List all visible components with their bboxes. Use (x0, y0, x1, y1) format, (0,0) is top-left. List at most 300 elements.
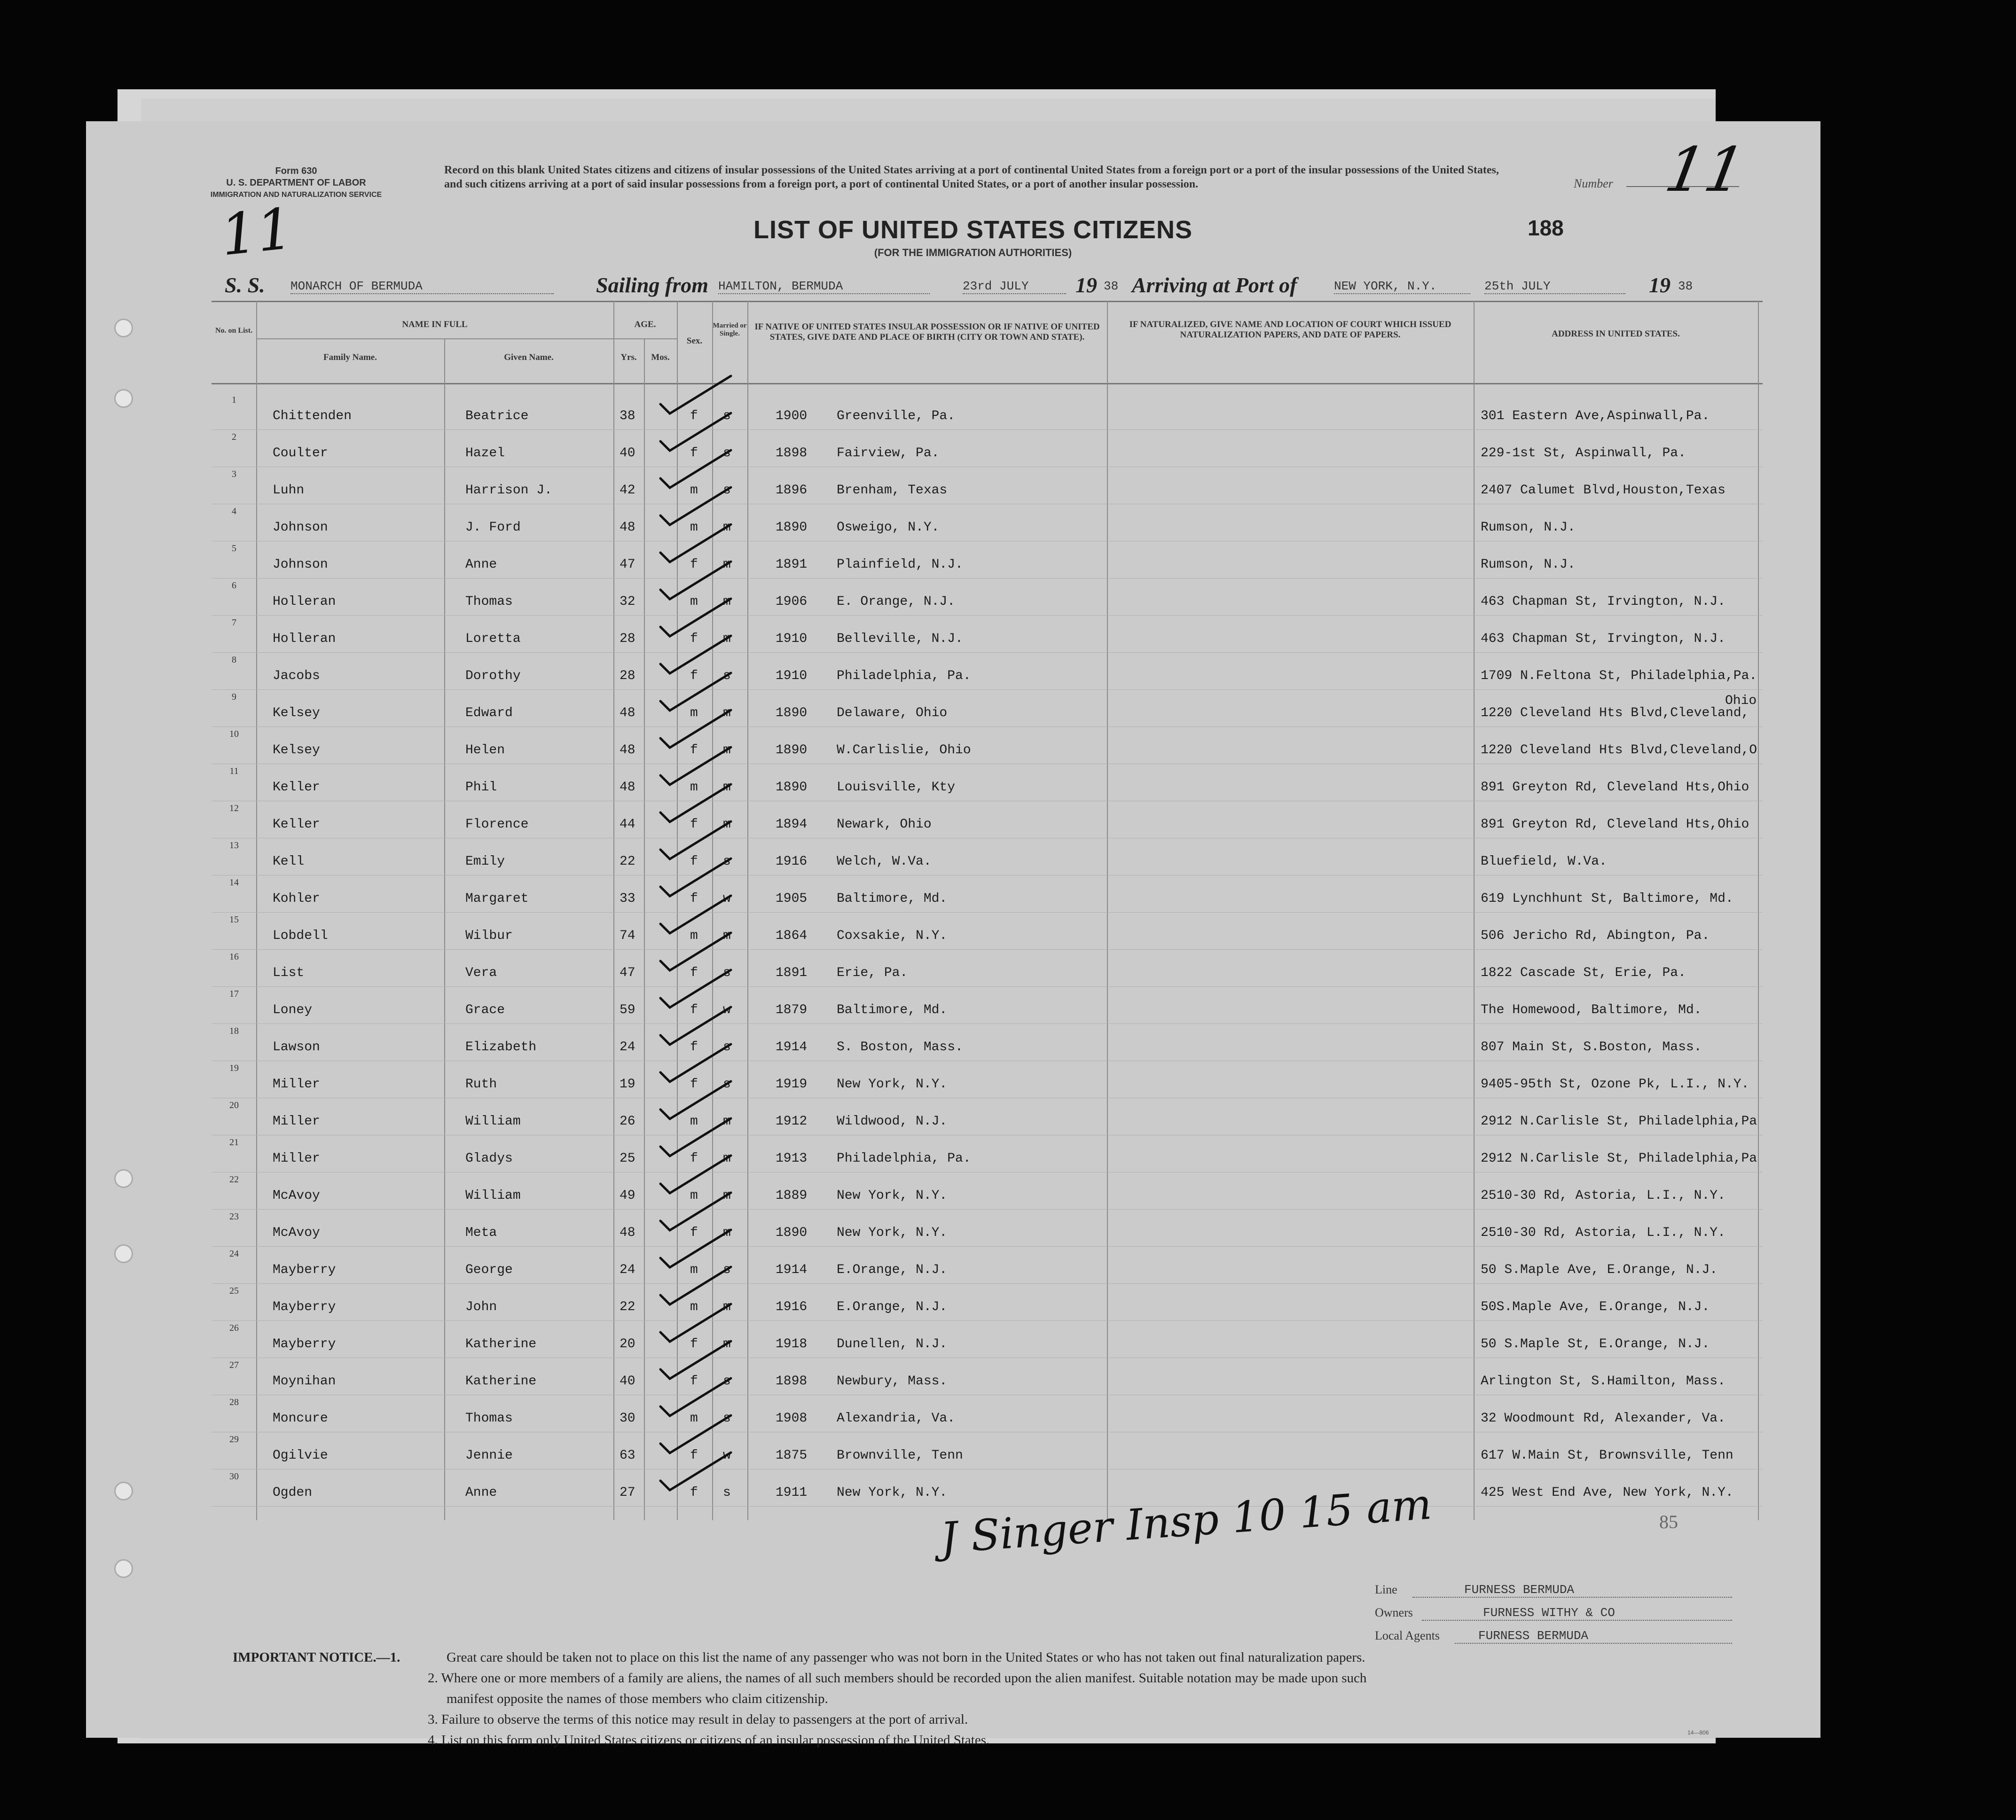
department-name: U. S. DEPARTMENT OF LABOR (226, 178, 366, 188)
form-number: Form 630 (275, 166, 317, 176)
cell-address: 50 S.Maple Ave, E.Orange, N.J. (1481, 1263, 1718, 1277)
cell-sex: f (690, 1077, 698, 1092)
cell-no: 30 (229, 1471, 239, 1482)
cell-given: Ruth (465, 1077, 497, 1092)
row-rule (212, 1246, 1763, 1247)
cell-year: 1911 (776, 1485, 808, 1500)
cell-family: Mayberry (273, 1300, 336, 1314)
cell-given: Florence (465, 817, 529, 832)
header-married-single: Married or Single. (713, 322, 747, 337)
cell-ms: w (723, 1003, 731, 1017)
checkmark (660, 821, 731, 859)
checkmark (660, 524, 731, 562)
header-months: Mos. (651, 352, 670, 362)
checkmark (660, 1193, 731, 1230)
cell-family: Mayberry (273, 1263, 336, 1277)
sailing-label: Sailing from (596, 273, 709, 297)
checkmark (660, 1156, 731, 1193)
cell-ms: s (723, 1374, 731, 1389)
cell-place: E. Orange, N.J. (837, 594, 956, 609)
sailing-year-prefix: 19 (1075, 273, 1097, 297)
cell-yrs: 47 (620, 557, 635, 572)
cell-sex: f (690, 966, 698, 980)
inspector-signature: J Singer Insp 10 15 am (939, 1479, 1434, 1563)
cell-given: Emily (465, 854, 505, 869)
cell-sex: f (690, 1040, 698, 1055)
form-code: 14—806 (1687, 1729, 1709, 1736)
cell-family: Mayberry (273, 1337, 336, 1351)
ss-label: S. S. (225, 273, 265, 297)
checkmark (660, 1378, 731, 1416)
cell-no: 22 (229, 1174, 239, 1185)
cell-yrs: 32 (620, 594, 635, 609)
arrival-port: NEW YORK, N.Y. (1334, 279, 1470, 294)
notice-item-1: Great care should be taken not to place on this list the name of any passenger who was not born in the United States or who has not taken out final naturalization papers. (447, 1650, 1365, 1665)
cell-given: William (465, 1188, 521, 1203)
cell-ms: s (723, 1263, 731, 1277)
cell-yrs: 63 (620, 1448, 635, 1463)
cell-no: 7 (232, 617, 236, 628)
row-rule (212, 1506, 1763, 1507)
cell-given: Thomas (465, 1411, 513, 1426)
cell-sex: f (690, 743, 698, 758)
cell-ms: m (723, 706, 731, 720)
cell-family: Loney (273, 1003, 313, 1017)
cell-year: 1890 (776, 743, 808, 758)
cell-yrs: 33 (620, 891, 635, 906)
number-label: Number (1574, 177, 1613, 190)
cell-year: 1913 (776, 1151, 808, 1166)
cell-address: 2407 Calumet Blvd,Houston,Texas (1481, 483, 1726, 498)
cell-given: Edward (465, 706, 513, 720)
cell-place: Dunellen, N.J. (837, 1337, 948, 1351)
cell-ms: m (723, 743, 731, 758)
checkmark (660, 784, 731, 822)
form-subtitle: (FOR THE IMMIGRATION AUTHORITIES) (874, 247, 1072, 258)
cell-family: Lobdell (273, 929, 328, 943)
cell-address: 617 W.Main St, Brownsville, Tenn (1481, 1448, 1734, 1463)
cell-family: McAvoy (273, 1188, 320, 1203)
cell-given: Hazel (465, 446, 505, 461)
cell-family: Luhn (273, 483, 305, 498)
cell-given: Phil (465, 780, 497, 795)
cell-ms: s (723, 1077, 731, 1092)
cell-address: 50 S.Maple St, E.Orange, N.J. (1481, 1337, 1710, 1351)
cell-sex: f (690, 446, 698, 461)
cell-family: Jacobs (273, 669, 320, 683)
cell-sex: f (690, 557, 698, 572)
cell-yrs: 42 (620, 483, 635, 498)
header-naturalized: IF NATURALIZED, GIVE NAME AND LOCATION OF COURT WHICH ISSUED NATURALIZATION PAPERS, AND DATE OF PAPERS. (1129, 320, 1451, 340)
cell-address: Bluefield, W.Va. (1481, 854, 1607, 869)
cell-address: 463 Chapman St, Irvington, N.J. (1481, 594, 1726, 609)
arrival-date: 25th JULY (1484, 279, 1625, 294)
cell-family: McAvoy (273, 1226, 320, 1240)
cell-family: Coulter (273, 446, 328, 461)
cell-ms: m (723, 1114, 731, 1129)
passenger-table (212, 301, 1763, 1520)
cell-place: Erie, Pa. (837, 966, 908, 980)
cell-ms: m (723, 520, 731, 535)
cell-no: 10 (229, 729, 239, 739)
cell-family: Kohler (273, 891, 320, 906)
cell-ms: m (723, 594, 731, 609)
cell-place: Coxsakie, N.Y. (837, 929, 948, 943)
punch-hole (114, 1169, 133, 1188)
owners-value: FURNESS WITHY & CO (1422, 1606, 1732, 1621)
cell-address: 463 Chapman St, Irvington, N.J. (1481, 632, 1726, 646)
cell-ms: m (723, 1188, 731, 1203)
checkmark (660, 970, 731, 1008)
cell-no: 14 (229, 877, 239, 888)
checkmark (660, 413, 731, 451)
cell-ms: m (723, 1300, 731, 1314)
cell-sex: f (690, 817, 698, 832)
cell-no: 13 (229, 840, 239, 851)
header-name-in-full: NAME IN FULL (402, 320, 468, 329)
cell-year: 1905 (776, 891, 808, 906)
cell-given: Thomas (465, 594, 513, 609)
cell-no: 11 (229, 766, 239, 776)
cell-ms: s (723, 1411, 731, 1426)
cell-address: 1220 Cleveland Hts Blvd,Cleveland, (1481, 706, 1749, 720)
punch-hole (114, 1559, 133, 1578)
cell-year: 1889 (776, 1188, 808, 1203)
cell-family: Kelsey (273, 706, 320, 720)
checkmark (660, 859, 731, 896)
cell-no: 19 (229, 1063, 239, 1073)
row-rule (212, 615, 1763, 616)
cell-family: Miller (273, 1077, 320, 1092)
notice-item-3: 3. Failure to observe the terms of this notice may result in delay to passengers at the port of arrival. (428, 1712, 968, 1727)
cell-no: 4 (232, 506, 236, 516)
cell-year: 1898 (776, 446, 808, 461)
cell-year: 1898 (776, 1374, 808, 1389)
cell-given: Elizabeth (465, 1040, 537, 1055)
cell-family: Ogilvie (273, 1448, 328, 1463)
cell-place: Alexandria, Va. (837, 1411, 956, 1426)
cell-given: Meta (465, 1226, 497, 1240)
row-rule (212, 912, 1763, 913)
checkmark (660, 747, 731, 785)
cell-year: 1879 (776, 1003, 808, 1017)
local-agents-value: FURNESS BERMUDA (1455, 1629, 1732, 1644)
cell-ms: s (723, 446, 731, 461)
cell-place: Philadelphia, Pa. (837, 1151, 971, 1166)
cell-yrs: 24 (620, 1263, 635, 1277)
row-rule (212, 726, 1763, 727)
cell-given: William (465, 1114, 521, 1129)
checkmark (660, 562, 731, 599)
cell-place: E.Orange, N.J. (837, 1300, 948, 1314)
notice-heading: IMPORTANT NOTICE.—1. (233, 1650, 400, 1665)
cell-ms: m (723, 632, 731, 646)
checkmark (660, 636, 731, 673)
sailing-port: HAMILTON, BERMUDA (718, 279, 930, 294)
cell-yrs: 27 (620, 1485, 635, 1500)
header-given-name: Given Name. (504, 352, 554, 362)
cell-yrs: 22 (620, 1300, 635, 1314)
cell-address: Rumson, N.J. (1481, 557, 1576, 572)
cell-given: Margaret (465, 891, 529, 906)
cell-sex: m (690, 1188, 698, 1203)
cell-place: Baltimore, Md. (837, 1003, 948, 1017)
cell-yrs: 40 (620, 1374, 635, 1389)
cell-ms: m (723, 929, 731, 943)
cell-no: 26 (229, 1323, 239, 1333)
cell-given: Harrison J. (465, 483, 552, 498)
record-instructions: Record on this blank United States citizens and citizens of insular possessions of the United States arriving at a port of continental United States from a foreign port or a port of the insular possessions of the United States, and such citizens arriving at a port of said insular possessions from a foreign port, a port of continental United States, or a port of another insular possession. (444, 164, 1499, 190)
cell-address: 2510-30 Rd, Astoria, L.I., N.Y. (1481, 1226, 1726, 1240)
checkmark (660, 1081, 731, 1119)
cell-yrs: 26 (620, 1114, 635, 1129)
cell-address: 50S.Maple Ave, E.Orange, N.J. (1481, 1300, 1710, 1314)
cell-family: Holleran (273, 594, 336, 609)
cell-sex: m (690, 1411, 698, 1426)
punch-hole (114, 1244, 133, 1263)
form-title: LIST OF UNITED STATES CITIZENS (753, 216, 1192, 244)
voyage-line (225, 273, 1729, 301)
cell-ms: m (723, 1337, 731, 1351)
cell-given: Dorothy (465, 669, 521, 683)
cell-given: George (465, 1263, 513, 1277)
cell-ms: s (723, 854, 731, 869)
cell-yrs: 44 (620, 817, 635, 832)
checkmark (660, 487, 731, 525)
cell-place: Fairview, Pa. (837, 446, 940, 461)
cell-yrs: 28 (620, 669, 635, 683)
stamp-85: 85 (1659, 1511, 1678, 1532)
cell-place: Plainfield, N.J. (837, 557, 963, 572)
checkmark (660, 673, 731, 711)
cell-year: 1916 (776, 1300, 808, 1314)
cell-year: 1891 (776, 966, 808, 980)
cell-year: 1875 (776, 1448, 808, 1463)
cell-no: 1 (232, 395, 236, 405)
cell-yrs: 48 (620, 520, 635, 535)
cell-family: Moynihan (273, 1374, 336, 1389)
cell-ms: m (723, 1226, 731, 1240)
checkmark (660, 1453, 731, 1490)
cell-given: Katherine (465, 1337, 537, 1351)
ship-name: MONARCH OF BERMUDA (290, 279, 554, 294)
notice-item-2-cont: manifest opposite the names of those members who claim citizenship. (447, 1691, 828, 1706)
cell-ms: m (723, 1151, 731, 1166)
punch-hole (114, 1482, 133, 1500)
cell-sex: m (690, 780, 698, 795)
row-rule (212, 1209, 1763, 1210)
row-rule (212, 949, 1763, 950)
cell-yrs: 48 (620, 1226, 635, 1240)
cell-family: Holleran (273, 632, 336, 646)
cell-yrs: 24 (620, 1040, 635, 1055)
checkmark (660, 599, 731, 636)
cell-place: S. Boston, Mass. (837, 1040, 963, 1055)
cell-year: 1910 (776, 632, 808, 646)
checkmark (660, 710, 731, 748)
cell-place: Belleville, N.J. (837, 632, 963, 646)
cell-sex: m (690, 520, 698, 535)
service-name: IMMIGRATION AND NATURALIZATION SERVICE (210, 191, 382, 199)
cell-family: Kelsey (273, 743, 320, 758)
cell-no: 25 (229, 1286, 239, 1296)
cell-given: Jennie (465, 1448, 513, 1463)
cell-no: 5 (232, 543, 236, 554)
header-family-name: Family Name. (323, 352, 377, 362)
header-address: ADDRESS IN UNITED STATES. (1552, 329, 1680, 339)
cell-family: Keller (273, 817, 320, 832)
owners-label: Owners (1375, 1606, 1413, 1619)
cell-given: John (465, 1300, 497, 1314)
cell-ms: w (723, 1448, 731, 1463)
local-agents-label: Local Agents (1375, 1629, 1440, 1642)
cell-ms: s (723, 409, 731, 423)
cell-year: 1914 (776, 1040, 808, 1055)
cell-place: Greenville, Pa. (837, 409, 956, 423)
cell-place: New York, N.Y. (837, 1226, 948, 1240)
cell-yrs: 47 (620, 966, 635, 980)
cell-yrs: 22 (620, 854, 635, 869)
cell-year: 1894 (776, 817, 808, 832)
cell-ms: w (723, 891, 731, 906)
cell-family: Miller (273, 1151, 320, 1166)
cell-sex: f (690, 1226, 698, 1240)
cell-address: 229-1st St, Aspinwall, Pa. (1481, 446, 1686, 461)
checkmark (660, 1341, 731, 1379)
cell-given: Beatrice (465, 409, 529, 423)
cell-family: Miller (273, 1114, 320, 1129)
cell-place: W.Carlislie, Ohio (837, 743, 971, 758)
checkmark-column (656, 343, 778, 1527)
cell-address: 619 Lynchhunt St, Baltimore, Md. (1481, 891, 1734, 906)
cell-yrs: 48 (620, 780, 635, 795)
cell-place: New York, N.Y. (837, 1077, 948, 1092)
cell-sex: f (690, 409, 698, 423)
cell-sex: m (690, 483, 698, 498)
cell-address: 9405-95th St, Ozone Pk, L.I., N.Y. (1481, 1077, 1749, 1092)
row-rule (212, 689, 1763, 690)
cell-year: 1914 (776, 1263, 808, 1277)
cell-sex: m (690, 1263, 698, 1277)
checkmark (660, 376, 731, 414)
cell-ms: m (723, 557, 731, 572)
checkmark (660, 1118, 731, 1156)
cell-year: 1864 (776, 929, 808, 943)
cell-ms: s (723, 1485, 731, 1500)
cell-no: 15 (229, 914, 239, 925)
cell-year: 1916 (776, 854, 808, 869)
cell-family: List (273, 966, 305, 980)
cell-ms: m (723, 780, 731, 795)
header-no: No. on List. (215, 327, 253, 335)
punch-hole (114, 389, 133, 408)
cell-no: 2 (232, 432, 236, 442)
cell-address: Rumson, N.J. (1481, 520, 1576, 535)
row-rule (212, 652, 1763, 653)
cell-place: Philadelphia, Pa. (837, 669, 971, 683)
cell-address: 2912 N.Carlisle St, Philadelphia,Pa (1481, 1114, 1757, 1129)
cell-yrs: 38 (620, 409, 635, 423)
header-native-birth: IF NATIVE OF UNITED STATES INSULAR POSSESSION OR IF NATIVE OF UNITED STATES, GIVE DATE AND PLACE OF BIRTH (CITY OR TOWN AND STATE). (754, 322, 1100, 342)
cell-sex: m (690, 1300, 698, 1314)
cell-no: 6 (232, 580, 236, 591)
cell-sex: f (690, 1374, 698, 1389)
cell-place: Brownville, Tenn (837, 1448, 963, 1463)
cell-address: 301 Eastern Ave,Aspinwall,Pa. (1481, 409, 1710, 423)
sailing-year: 38 (1104, 279, 1119, 293)
row-rule (212, 1023, 1763, 1024)
cell-given: Helen (465, 743, 505, 758)
cell-yrs: 59 (620, 1003, 635, 1017)
cell-no: 20 (229, 1100, 239, 1110)
cell-given: Grace (465, 1003, 505, 1017)
checkmark (660, 896, 731, 933)
cell-address: 891 Greyton Rd, Cleveland Hts,Ohio (1481, 780, 1749, 795)
cell-yrs: 49 (620, 1188, 635, 1203)
cell-given: Wilbur (465, 929, 513, 943)
arriving-label: Arriving at Port of (1132, 273, 1297, 297)
cell-given: Anne (465, 1485, 497, 1500)
cell-year: 1891 (776, 557, 808, 572)
cell-address: 2510-30 Rd, Astoria, L.I., N.Y. (1481, 1188, 1726, 1203)
cell-sex: m (690, 706, 698, 720)
cell-sex: m (690, 1114, 698, 1129)
cell-ms: s (723, 483, 731, 498)
cell-family: Keller (273, 780, 320, 795)
cell-sex: f (690, 632, 698, 646)
cell-no: 12 (229, 803, 239, 813)
cell-given: Vera (465, 966, 497, 980)
cell-yrs: 40 (620, 446, 635, 461)
cell-family: Kell (273, 854, 305, 869)
cell-no: 9 (232, 692, 236, 702)
header-age: AGE. (634, 320, 656, 329)
cell-sex: f (690, 891, 698, 906)
notice-item-2: 2. Where one or more members of a family are aliens, the names of all such members should be recorded upon the alien manifest. Suitable notation may be made upon such (428, 1671, 1367, 1686)
cell-no: 21 (229, 1137, 239, 1148)
cell-yrs: 48 (620, 743, 635, 758)
cell-yrs: 20 (620, 1337, 635, 1351)
punch-hole (114, 319, 133, 337)
cell-address: 2912 N.Carlisle St, Philadelphia,Pa (1481, 1151, 1757, 1166)
cell-ms: s (723, 669, 731, 683)
cell-place: New York, N.Y. (837, 1188, 948, 1203)
cell-sex: f (690, 854, 698, 869)
cell-address: 506 Jericho Rd, Abington, Pa. (1481, 929, 1710, 943)
cell-year: 1906 (776, 594, 808, 609)
cell-no: 29 (229, 1434, 239, 1445)
cell-address: 1822 Cascade St, Erie, Pa. (1481, 966, 1686, 980)
cell-sex: f (690, 1448, 698, 1463)
cell-given: Katherine (465, 1374, 537, 1389)
cell-family: Johnson (273, 520, 328, 535)
checkmark (660, 933, 731, 970)
cell-sex: f (690, 1337, 698, 1351)
checkmark (660, 1230, 731, 1267)
cell-no: 27 (229, 1360, 239, 1370)
cell-place: New York, N.Y. (837, 1485, 948, 1500)
cell-yrs: 48 (620, 706, 635, 720)
form-identification (197, 165, 395, 201)
cell-place: Louisville, Kty (837, 780, 956, 795)
row-rule (212, 1283, 1763, 1284)
cell-sex: f (690, 1485, 698, 1500)
cell-year: 1896 (776, 483, 808, 498)
cell-place: E.Orange, N.J. (837, 1263, 948, 1277)
cell-no: 23 (229, 1211, 239, 1222)
cell-given: Gladys (465, 1151, 513, 1166)
cell-family: Lawson (273, 1040, 320, 1055)
